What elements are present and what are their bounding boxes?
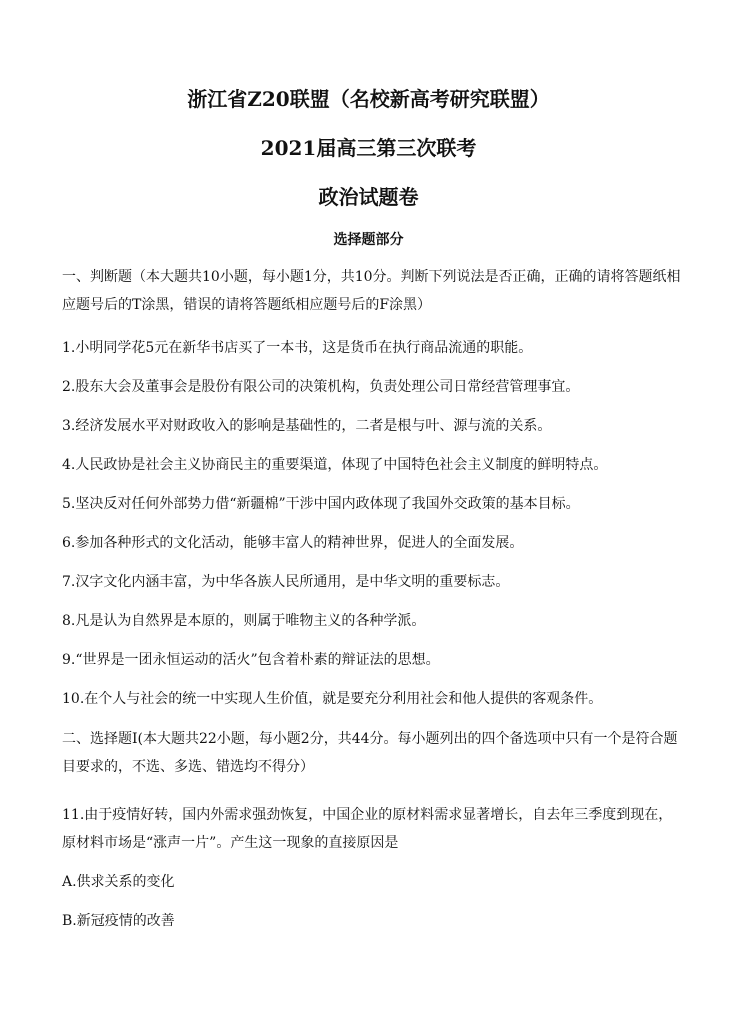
exam-title-subject: 政治试题卷 <box>318 185 419 209</box>
question-2: 2.股东大会及董事会是股份有限公司的决策机构，负责处理公司日常经营管理事宜。 <box>62 379 580 395</box>
question-9: 9.“世界是一团永恒运动的活火”包含着朴素的辩证法的思想。 <box>62 652 440 668</box>
question-6: 6.参加各种形式的文化活动，能够丰富人的精神世界，促进人的全面发展。 <box>62 535 524 551</box>
question-4: 4.人民政协是社会主义协商民主的重要渠道，体现了中国特色社会主义制度的鲜明特点。 <box>62 457 608 473</box>
part2-instruction: 二、选择题Ⅰ(本大题共22小题，每小题2分，共44分。每小题列出的四个备选项中只有一个是符合题目要求的，不选、多选、错选均不得分） <box>62 731 678 775</box>
question-11-option-a: A.供求关系的变化 <box>62 874 175 890</box>
question-10: 10.在个人与社会的统一中实现人生价值，就是要充分利用社会和他人提供的客观条件。 <box>62 691 603 707</box>
question-7: 7.汉字文化内涵丰富，为中华各族人民所通用，是中华文明的重要标志。 <box>62 574 510 590</box>
question-3: 3.经济发展水平对财政收入的影响是基础性的，二者是根与叶、源与流的关系。 <box>62 418 552 434</box>
question-11-option-b: B.新冠疫情的改善 <box>62 913 175 929</box>
exam-title-alliance: 浙江省Z20联盟（名校新高考研究联盟） <box>187 87 550 111</box>
question-1: 1.小明同学花5元在新华书店买了一本书，这是货币在执行商品流通的职能。 <box>62 340 533 356</box>
exam-title-session: 2021届高三第三次联考 <box>260 136 477 160</box>
question-5: 5.坚决反对任何外部势力借“新疆棉”干涉中国内政体现了我国外交政策的基本目标。 <box>62 496 580 512</box>
section-heading: 选择题部分 <box>333 232 404 248</box>
part1-instruction: 一、判断题（本大题共10小题，每小题1分，共10分。判断下列说法是否正确，正确的请将答题纸相应题号后的T涂黑，错误的请将答题纸相应题号后的F涂黑） <box>62 269 681 313</box>
question-8: 8.凡是认为自然界是本原的，则属于唯物主义的各种学派。 <box>62 613 426 629</box>
question-11-stem: 11.由于疫情好转，国内外需求强劲恢复，中国企业的原材料需求显著增长，自去年三季度到现在，原材料市场是“涨声一片”。产生这一现象的直接原因是 <box>62 807 673 851</box>
